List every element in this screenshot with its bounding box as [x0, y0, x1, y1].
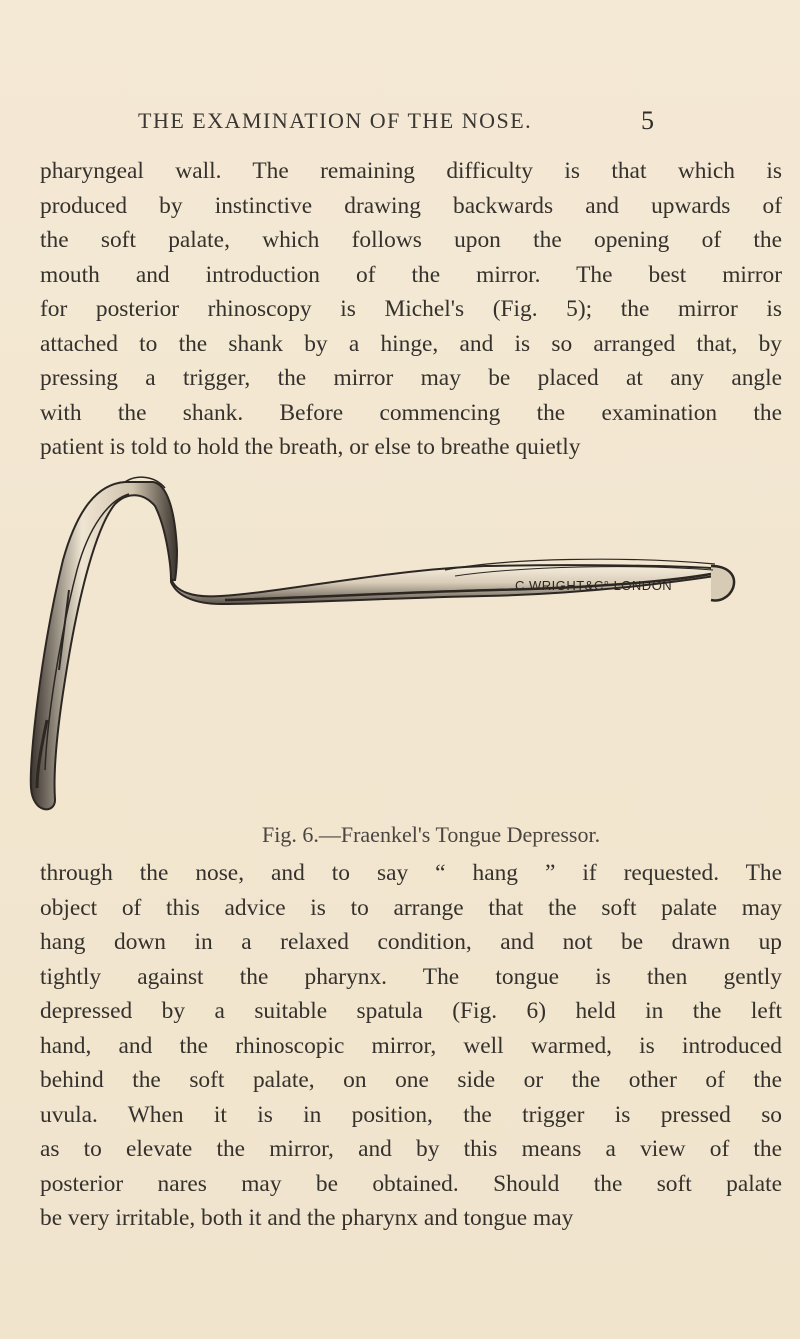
text-line: the soft palate, which follows upon the opening of the	[40, 227, 782, 253]
text-line: behind the soft palate, on one side or the other of the	[40, 1067, 782, 1093]
text-line: hang down in a relaxed condition, and not be drawn up	[40, 929, 782, 955]
text-line: be very irritable, both it and the pharynx and tongue may	[40, 1205, 574, 1231]
text-line: tightly against the pharynx. The tongue is then gently	[40, 963, 782, 990]
text-line: pressing a trigger, the mirror may be placed at any angle	[40, 365, 782, 391]
text-line: pharyngeal wall. The remaining difficulty is that which is	[40, 158, 782, 184]
text-line: produced by instinctive drawing backwards and upwards of	[40, 192, 782, 219]
text-line: attached to the shank by a hinge, and is so arranged that, by	[40, 330, 782, 357]
tongue-depressor-illustration	[25, 470, 745, 830]
text-line: patient is told to hold the breath, or else to breathe quietly	[40, 434, 581, 460]
depressor-handle	[31, 477, 177, 809]
page-number: 5	[641, 106, 654, 135]
text-line: posterior nares may be obtained. Should the soft palate	[40, 1170, 782, 1197]
text-line: mouth and introduction of the mirror. The best mirror	[40, 261, 782, 288]
text-line: through the nose, and to say “ hang ” if requested. The	[40, 860, 782, 886]
text-line: with the shank. Before commencing the examination the	[40, 399, 782, 426]
text-line: hand, and the rhinoscopic mirror, well warmed, is introduced	[40, 1032, 782, 1059]
text-line: depressed by a suitable spatula (Fig. 6) held in the left	[40, 998, 782, 1024]
paragraph-bottom	[40, 856, 782, 1236]
text-line: uvula. When it is in position, the trigger is pressed so	[40, 1101, 782, 1128]
running-title: THE EXAMINATION OF THE NOSE.	[138, 108, 533, 133]
engraved-maker-mark: C.WRIGHT&C° LONDON	[515, 578, 673, 593]
text-line: object of this advice is to arrange that the soft palate may	[40, 894, 782, 921]
text-line: for posterior rhinoscopy is Michel's (Fig. 5); the mirror is	[40, 296, 782, 322]
paragraph-top	[40, 154, 782, 465]
text-line: as to elevate the mirror, and by this means a view of the	[40, 1136, 782, 1162]
figure-caption: Fig. 6.—Fraenkel's Tongue Depressor.	[262, 822, 601, 847]
